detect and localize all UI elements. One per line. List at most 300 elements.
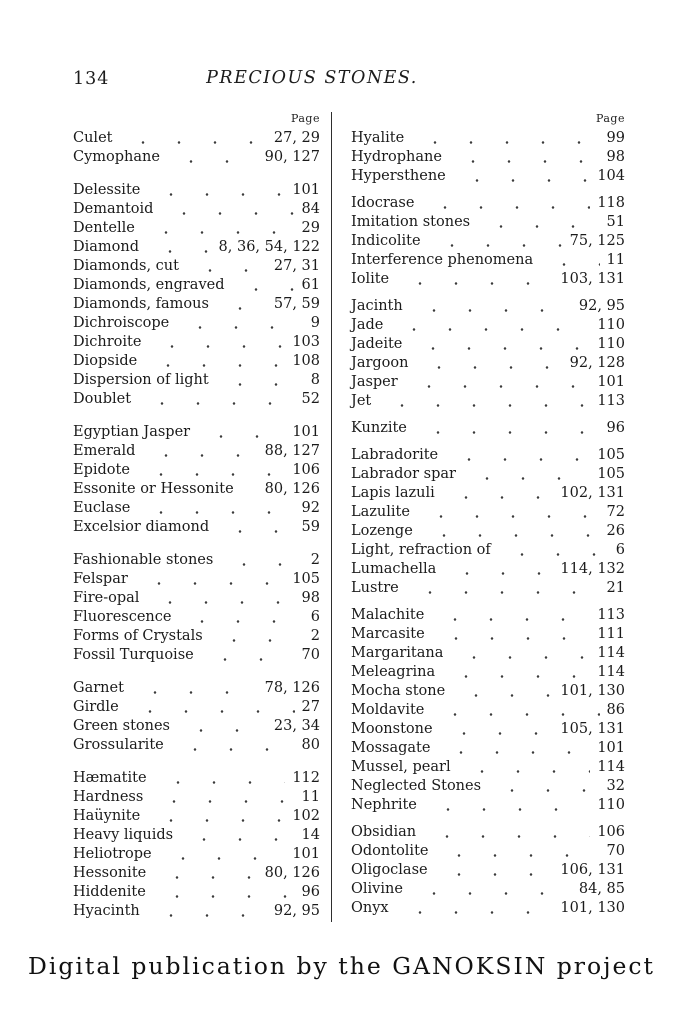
entry-pages: 52 — [301, 391, 320, 407]
entry-term: Cymophane — [73, 149, 160, 165]
dot-leader — [147, 913, 267, 918]
entry-term: Idocrase — [351, 195, 415, 211]
dot-leader — [160, 211, 294, 216]
entry-term: Emerald — [73, 443, 136, 459]
dot-leader — [148, 344, 285, 349]
entry-term: Heliotrope — [73, 846, 152, 862]
index-entry — [73, 372, 320, 391]
dot-leader — [435, 872, 554, 877]
dot-leader — [477, 224, 599, 229]
entry-term: Nephrite — [351, 797, 417, 813]
entry-pages: 111 — [597, 626, 625, 642]
dot-leader — [442, 674, 590, 679]
entry-pages: 106 — [292, 462, 320, 478]
dot-leader — [437, 750, 590, 755]
entry-term: Moonstone — [351, 721, 433, 737]
entry-term: Oligoclase — [351, 862, 428, 878]
entry-term: Dentelle — [73, 220, 135, 236]
entry-pages: 102 — [292, 808, 320, 824]
entry-pages: 8 — [310, 372, 320, 388]
index-entry — [351, 466, 625, 485]
dot-leader — [440, 731, 554, 736]
entry-pages: 101 — [597, 740, 625, 756]
index-group — [73, 552, 320, 666]
entry-pages: 114 — [597, 645, 625, 661]
entry-term: Hypersthene — [351, 168, 446, 184]
dot-leader — [458, 769, 591, 774]
entry-pages: 105, 131 — [560, 721, 625, 737]
index-entry — [351, 130, 625, 149]
dot-leader — [232, 287, 295, 292]
index-entry — [351, 298, 625, 317]
entry-term: Lumachella — [351, 561, 437, 577]
entry-term: Girdle — [73, 699, 119, 715]
entry-pages: 84 — [301, 201, 320, 217]
entry-pages: 105 — [597, 466, 625, 482]
index-entry — [73, 296, 320, 315]
dot-leader — [137, 472, 285, 477]
entry-term: Demantoid — [73, 201, 154, 217]
entry-pages: 70 — [301, 647, 320, 663]
entry-pages: 104 — [597, 168, 625, 184]
dot-leader — [241, 491, 258, 496]
entry-pages: 75, 125 — [569, 233, 625, 249]
dot-leader — [463, 476, 590, 481]
entry-term: Fire-opal — [73, 590, 140, 606]
dot-leader — [177, 728, 267, 733]
entry-pages: 102, 131 — [560, 485, 625, 501]
entry-pages: 90, 127 — [264, 149, 320, 165]
index-entry — [73, 130, 320, 149]
entry-pages: 98 — [301, 590, 320, 606]
entry-term: Forms of Crystals — [73, 628, 203, 644]
entry-term: Dispersion of light — [73, 372, 209, 388]
entry-term: Haüynite — [73, 808, 141, 824]
entry-pages: 88, 127 — [264, 443, 320, 459]
index-entry — [351, 759, 625, 778]
index-entry — [351, 664, 625, 683]
index-entry — [73, 718, 320, 737]
index-entry — [73, 903, 320, 922]
entry-pages: 72 — [606, 504, 625, 520]
entry-term: Hiddenite — [73, 884, 146, 900]
entry-term: Iolite — [351, 271, 390, 287]
index-group — [73, 182, 320, 410]
entry-term: Euclase — [73, 500, 131, 516]
dot-leader — [453, 178, 591, 183]
index-entry — [73, 315, 320, 334]
entry-pages: 101 — [292, 846, 320, 862]
dot-leader — [396, 910, 554, 915]
dot-leader — [146, 600, 294, 605]
footer-text: Digital publication by the GANOKSIN project — [27, 952, 655, 980]
index-entry — [351, 195, 625, 214]
dot-leader — [421, 205, 590, 210]
index-entry — [73, 770, 320, 789]
index-entry — [351, 336, 625, 355]
entry-pages: 78, 126 — [264, 680, 320, 696]
dot-leader — [126, 709, 295, 714]
dot-leader — [410, 891, 572, 896]
entry-term: Fashionable stones — [73, 552, 214, 568]
entry-term: Jacinth — [351, 298, 403, 314]
entry-term: Kunzite — [351, 420, 407, 436]
dot-leader — [420, 533, 600, 538]
index-entry — [73, 808, 320, 827]
index-entry — [351, 271, 625, 290]
entry-term: Epidote — [73, 462, 130, 478]
index-entry — [73, 571, 320, 590]
column-header-page-right: Page — [595, 112, 625, 125]
index-entry — [73, 884, 320, 903]
entry-term: Diamonds, engraved — [73, 277, 225, 293]
index-entry — [73, 149, 320, 168]
entry-pages: 59 — [301, 519, 320, 535]
entry-pages: 106, 131 — [560, 862, 625, 878]
page-title: PRECIOUS STONES. — [206, 68, 418, 88]
entry-pages: 92, 95 — [273, 903, 320, 919]
entry-term: Fluorescence — [73, 609, 172, 625]
index-entry — [73, 680, 320, 699]
index-entry — [73, 277, 320, 296]
entry-term: Jet — [351, 393, 372, 409]
dot-leader — [445, 457, 590, 462]
entry-pages: 103 — [292, 334, 320, 350]
entry-pages: 101, 130 — [560, 900, 625, 916]
entry-term: Diamonds, famous — [73, 296, 209, 312]
entry-pages: 101, 130 — [560, 683, 625, 699]
entry-term: Odontolite — [351, 843, 429, 859]
dot-leader — [450, 655, 590, 660]
entry-term: Labrador spar — [351, 466, 456, 482]
index-entry — [73, 789, 320, 808]
entry-term: Jasper — [351, 374, 398, 390]
entry-term: Labradorite — [351, 447, 439, 463]
index-entry — [351, 645, 625, 664]
dot-leader — [178, 619, 303, 624]
dot-leader — [216, 382, 304, 387]
dot-leader — [411, 140, 599, 145]
column-header-page-left: Page — [290, 112, 320, 125]
dot-leader — [540, 262, 599, 267]
dot-leader — [443, 571, 553, 576]
index-entry — [351, 374, 625, 393]
dot-leader — [137, 510, 294, 515]
entry-term: Marcasite — [351, 626, 425, 642]
entry-pages: 114, 132 — [560, 561, 625, 577]
dot-leader — [378, 403, 590, 408]
dot-leader — [431, 712, 599, 717]
entry-pages: 11 — [301, 789, 320, 805]
dot-leader — [432, 636, 591, 641]
entry-pages: 92, 128 — [569, 355, 625, 371]
dot-leader — [154, 780, 286, 785]
dot-leader — [216, 529, 294, 534]
entry-pages: 29 — [301, 220, 320, 236]
index-entry — [351, 900, 625, 919]
dot-leader — [176, 325, 304, 330]
dot-leader — [424, 807, 590, 812]
entry-pages: 108 — [292, 353, 320, 369]
entry-pages: 114 — [597, 759, 625, 775]
entry-term: Diamonds, cut — [73, 258, 179, 274]
entry-term: Grossularite — [73, 737, 164, 753]
entry-term: Lustre — [351, 580, 399, 596]
index-entry — [351, 721, 625, 740]
dot-leader — [415, 365, 562, 370]
entry-pages: 27, 31 — [273, 258, 320, 274]
dot-leader — [186, 268, 267, 273]
entry-term: Culet — [73, 130, 113, 146]
index-entry — [73, 391, 320, 410]
index-entry — [351, 607, 625, 626]
index-entry — [73, 628, 320, 647]
entry-pages: 103, 131 — [560, 271, 625, 287]
entry-term: Excelsior diamond — [73, 519, 210, 535]
entry-pages: 101 — [597, 374, 625, 390]
index-entry — [73, 481, 320, 500]
dot-leader — [442, 495, 554, 500]
entry-term: Neglected Stones — [351, 778, 482, 794]
dot-leader — [428, 243, 563, 248]
index-group — [351, 447, 625, 599]
index-entry — [351, 702, 625, 721]
dot-leader — [167, 159, 258, 164]
entry-pages: 101 — [292, 182, 320, 198]
entry-pages: 110 — [597, 797, 625, 813]
index-entry — [351, 881, 625, 900]
index-entry — [351, 252, 625, 271]
entry-pages: 26 — [606, 523, 625, 539]
entry-term: Felspar — [73, 571, 128, 587]
entry-term: Imitation stones — [351, 214, 471, 230]
entry-pages: 113 — [597, 607, 625, 623]
entry-term: Hyalite — [351, 130, 405, 146]
entry-pages: 84, 85 — [578, 881, 625, 897]
entry-pages: 113 — [597, 393, 625, 409]
dot-leader — [147, 192, 285, 197]
entry-pages: 14 — [301, 827, 320, 843]
index-left-column — [73, 112, 331, 922]
page-number: 134 — [73, 69, 110, 89]
index-entry — [73, 334, 320, 353]
entry-term: Lozenge — [351, 523, 413, 539]
dot-leader — [119, 140, 266, 145]
entry-pages: 110 — [597, 336, 625, 352]
entry-pages: 118 — [597, 195, 625, 211]
entry-term: Hyacinth — [73, 903, 140, 919]
entry-pages: 99 — [606, 130, 625, 146]
dot-leader — [409, 346, 590, 351]
index-entry — [73, 353, 320, 372]
dot-leader — [417, 514, 600, 519]
entry-pages: 11 — [606, 252, 625, 268]
entry-pages: 101 — [292, 424, 320, 440]
index-entry — [73, 737, 320, 756]
dot-leader — [405, 384, 591, 389]
index-entry — [351, 485, 625, 504]
entry-pages: 112 — [292, 770, 320, 786]
index-entry — [73, 590, 320, 609]
index-entry — [73, 462, 320, 481]
entry-pages: 8, 36, 54, 122 — [218, 239, 320, 255]
dot-leader — [150, 799, 294, 804]
index-group — [351, 420, 625, 439]
index-entry — [351, 420, 625, 439]
entry-term: Meleagrina — [351, 664, 436, 680]
entry-term: Jade — [351, 317, 384, 333]
entry-term: Light, refraction of — [351, 542, 491, 558]
index-entry — [73, 647, 320, 666]
index-entry — [73, 846, 320, 865]
index-group — [351, 298, 625, 412]
index-entry — [73, 609, 320, 628]
index-right-column — [331, 112, 625, 922]
entry-pages: 57, 59 — [273, 296, 320, 312]
index-entry — [73, 239, 320, 258]
index-entry — [73, 443, 320, 462]
index-entry — [351, 580, 625, 599]
entry-term: Olivine — [351, 881, 403, 897]
dot-leader — [498, 552, 609, 557]
dot-leader — [210, 638, 304, 643]
entry-pages: 23, 34 — [273, 718, 320, 734]
entry-term: Diopside — [73, 353, 138, 369]
entry-term: Moldavite — [351, 702, 425, 718]
index-entry — [73, 500, 320, 519]
entry-term: Margaritana — [351, 645, 444, 661]
index-entry — [73, 519, 320, 538]
entry-term: Green stones — [73, 718, 170, 734]
index-group — [351, 824, 625, 919]
index-entry — [351, 393, 625, 412]
index-entry — [351, 317, 625, 336]
index-entry — [351, 862, 625, 881]
index-group — [73, 680, 320, 756]
entry-term: Mussel, pearl — [351, 759, 451, 775]
index-entry — [351, 683, 625, 702]
entry-term: Hæmatite — [73, 770, 147, 786]
dot-leader — [135, 581, 286, 586]
dot-leader — [197, 434, 285, 439]
dot-leader — [431, 617, 590, 622]
entry-pages: 114 — [597, 664, 625, 680]
index-entry — [73, 865, 320, 884]
entry-term: Doublet — [73, 391, 132, 407]
entry-pages: 105 — [597, 447, 625, 463]
dot-leader — [390, 327, 590, 332]
index-entry — [351, 626, 625, 645]
dot-leader — [146, 249, 212, 254]
entry-pages: 2 — [310, 628, 320, 644]
index-entry — [73, 699, 320, 718]
entry-term: Heavy liquids — [73, 827, 174, 843]
entry-pages: 27, 29 — [273, 130, 320, 146]
entry-term: Jadeite — [351, 336, 403, 352]
index-group — [73, 130, 320, 168]
dot-leader — [435, 853, 599, 858]
entry-term: Malachite — [351, 607, 425, 623]
entry-term: Mossagate — [351, 740, 431, 756]
dot-leader — [414, 430, 600, 435]
entry-term: Lazulite — [351, 504, 410, 520]
right-column-entries — [351, 130, 625, 919]
entry-pages: 61 — [301, 277, 320, 293]
index-group — [351, 607, 625, 816]
index-columns — [73, 112, 625, 922]
index-entry — [73, 827, 320, 846]
dot-leader — [159, 856, 286, 861]
entry-term: Lapis lazuli — [351, 485, 435, 501]
entry-pages: 92 — [301, 500, 320, 516]
dot-leader — [144, 363, 285, 368]
index-entry — [351, 523, 625, 542]
index-entry — [73, 258, 320, 277]
entry-term: Fossil Turquoise — [73, 647, 194, 663]
dot-leader — [488, 788, 600, 793]
index-group — [351, 130, 625, 187]
entry-term: Dichroite — [73, 334, 142, 350]
entry-term: Garnet — [73, 680, 124, 696]
entry-pages: 27 — [301, 699, 320, 715]
entry-term: Egyptian Jasper — [73, 424, 191, 440]
dot-leader — [153, 875, 257, 880]
dot-leader — [220, 562, 303, 567]
index-entry — [351, 447, 625, 466]
entry-pages: 96 — [606, 420, 625, 436]
entry-pages: 70 — [606, 843, 625, 859]
entry-pages: 32 — [606, 778, 625, 794]
entry-term: Delessite — [73, 182, 141, 198]
entry-pages: 9 — [310, 315, 320, 331]
dot-leader — [147, 818, 285, 823]
index-entry — [351, 233, 625, 252]
entry-pages: 92, 95 — [578, 298, 625, 314]
index-entry — [351, 168, 625, 187]
index-entry — [351, 843, 625, 862]
entry-pages: 106 — [597, 824, 625, 840]
dot-leader — [180, 837, 294, 842]
entry-pages: 96 — [301, 884, 320, 900]
entry-term: Obsidian — [351, 824, 417, 840]
index-entry — [351, 355, 625, 374]
entry-term: Mocha stone — [351, 683, 446, 699]
entry-term: Dichroiscope — [73, 315, 170, 331]
index-entry — [351, 504, 625, 523]
entry-pages: 80, 126 — [264, 865, 320, 881]
entry-pages: 110 — [597, 317, 625, 333]
dot-leader — [142, 453, 257, 458]
dot-leader — [216, 306, 267, 311]
entry-pages: 6 — [310, 609, 320, 625]
dot-leader — [171, 747, 295, 752]
entry-term: Interference phenomena — [351, 252, 534, 268]
entry-term: Onyx — [351, 900, 389, 916]
entry-term: Indicolite — [351, 233, 421, 249]
left-column-entries — [73, 130, 320, 922]
entry-pages: 98 — [606, 149, 625, 165]
index-entry — [73, 424, 320, 443]
index-entry — [73, 182, 320, 201]
dot-leader — [131, 690, 258, 695]
entry-term: Hardness — [73, 789, 144, 805]
dot-leader — [423, 834, 590, 839]
entry-term: Hessonite — [73, 865, 147, 881]
dot-leader — [138, 401, 295, 406]
dot-leader — [410, 308, 572, 313]
index-entry — [73, 552, 320, 571]
running-head — [73, 68, 625, 92]
